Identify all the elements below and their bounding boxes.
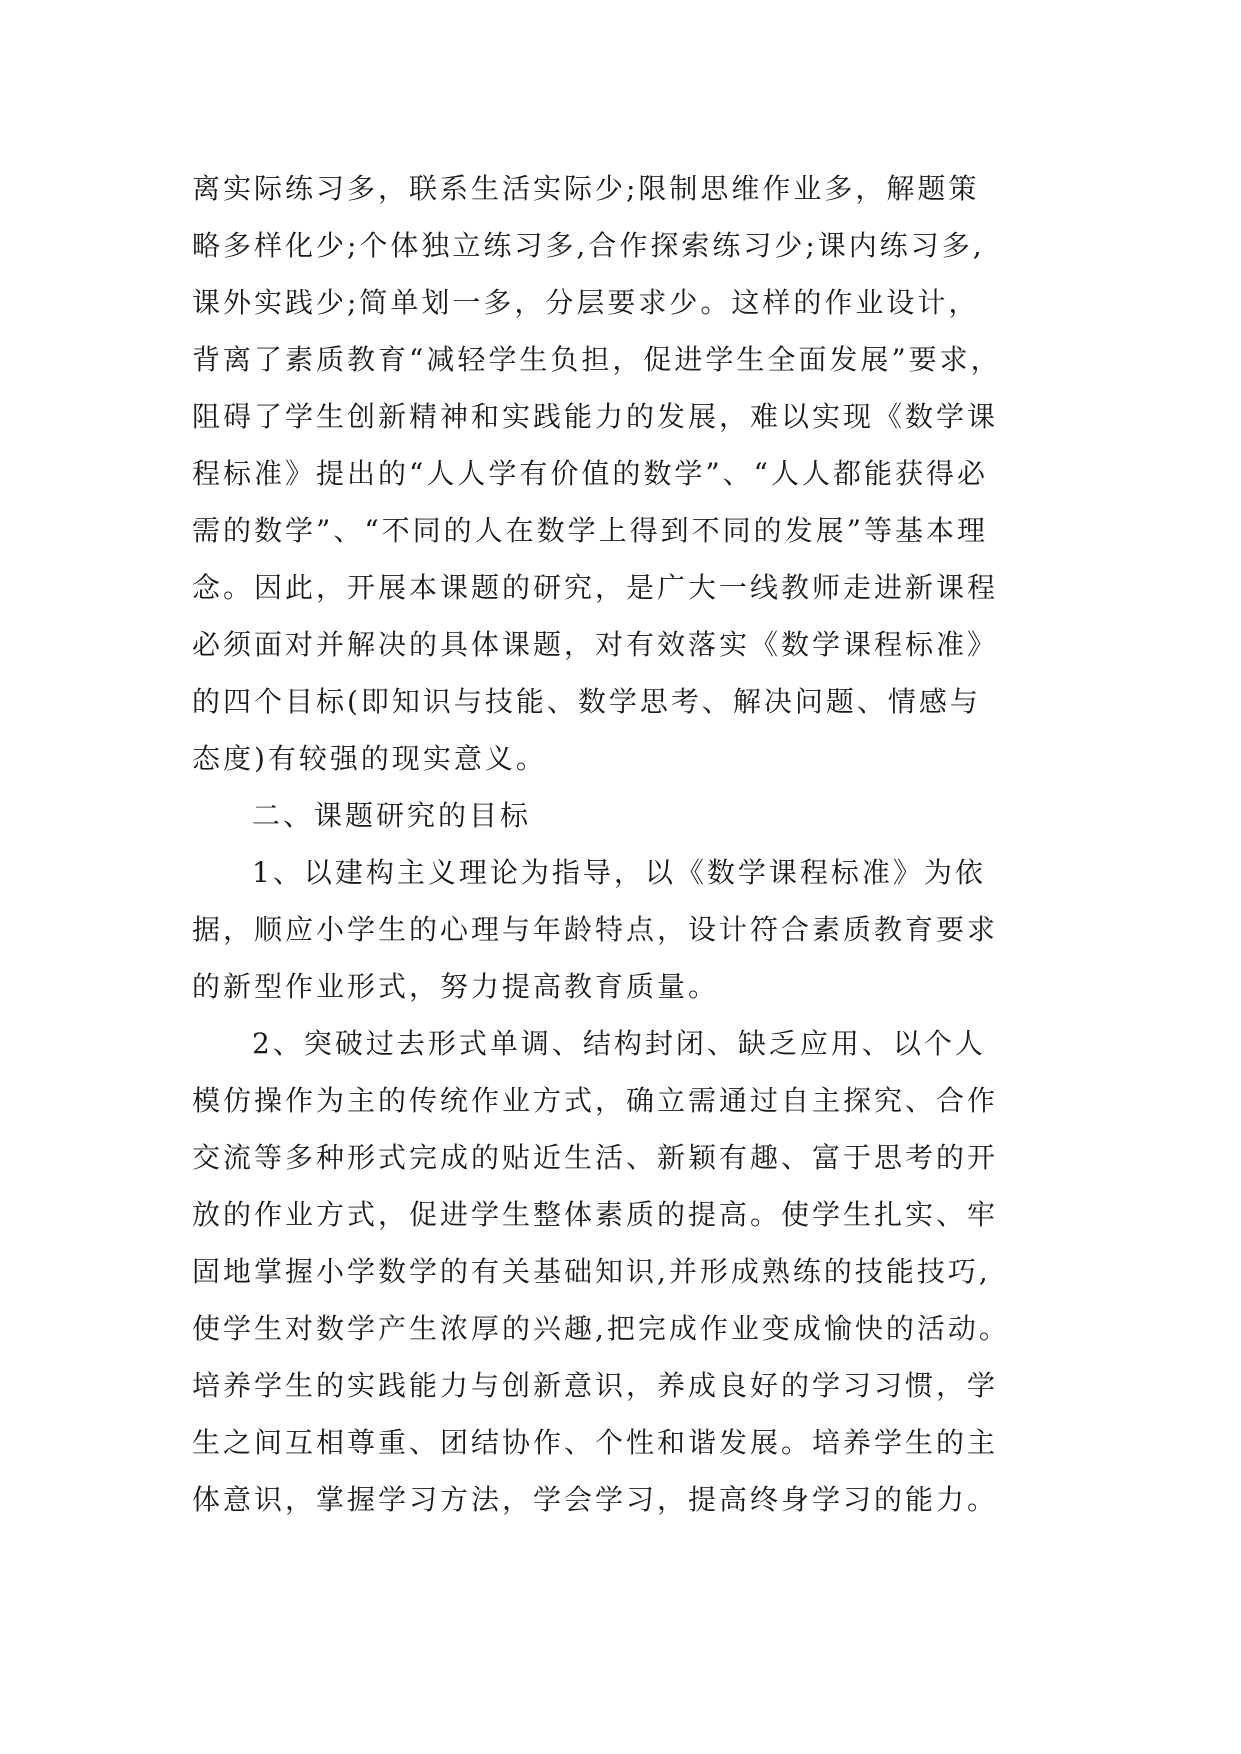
text-line: 离实际练习多，联系生活实际少;限制思维作业多，解题策 bbox=[192, 172, 980, 205]
text-line: 略多样化少;个体独立练习多,合作探索练习少;课内练习多, bbox=[192, 229, 985, 262]
text-line: 体意识，掌握学习方法，学会学习，提高终身学习的能力。 bbox=[192, 1483, 999, 1516]
text-line: 2、突破过去形式单调、结构封闭、缺乏应用、以个人 bbox=[252, 1027, 986, 1060]
text-line: 1、以建构主义理论为指导，以《数学课程标准》为依 bbox=[252, 856, 986, 889]
text-line: 培养学生的实践能力与创新意识，养成良好的学习习惯，学 bbox=[192, 1369, 999, 1402]
text-line: 需的数学”、“不同的人在数学上得到不同的发展”等基本理 bbox=[192, 514, 988, 547]
text-line: 程标准》提出的“人人学有价值的数学”、“人人都能获得必 bbox=[192, 457, 988, 490]
text-line: 念。因此，开展本课题的研究，是广大一线教师走进新课程 bbox=[192, 571, 999, 604]
text-line: 课外实践少;简单划一多，分层要求少。这样的作业设计， bbox=[192, 286, 980, 319]
text-line: 背离了素质教育“减轻学生负担，促进学生全面发展”要求， bbox=[192, 343, 1002, 376]
text-line: 放的作业方式，促进学生整体素质的提高。使学生扎实、牢 bbox=[192, 1198, 999, 1231]
text-line: 使学生对数学产生浓厚的兴趣,把完成作业变成愉快的活动。 bbox=[192, 1312, 1010, 1345]
body-text bbox=[192, 160, 1072, 1528]
text-line: 阻碍了学生创新精神和实践能力的发展，难以实现《数学课 bbox=[192, 400, 999, 433]
text-line: 的四个目标(即知识与技能、数学思考、解决问题、情感与 bbox=[192, 685, 981, 718]
section-heading: 二、课题研究的目标 bbox=[252, 799, 532, 832]
text-line: 必须面对并解决的具体课题，对有效落实《数学课程标准》 bbox=[192, 628, 999, 661]
text-line: 态度)有较强的现实意义。 bbox=[192, 742, 547, 775]
text-line: 的新型作业形式，努力提高教育质量。 bbox=[192, 970, 720, 1003]
text-line: 模仿操作为主的传统作业方式，确立需通过自主探究、合作 bbox=[192, 1084, 999, 1117]
text-line: 固地掌握小学数学的有关基础知识,并形成熟练的技能技巧, bbox=[192, 1255, 991, 1288]
text-line: 生之间互相尊重、团结协作、个性和谐发展。培养学生的主 bbox=[192, 1426, 999, 1459]
text-line: 交流等多种形式完成的贴近生活、新颖有趣、富于思考的开 bbox=[192, 1141, 999, 1174]
text-line: 据，顺应小学生的心理与年龄特点，设计符合素质教育要求 bbox=[192, 913, 999, 946]
